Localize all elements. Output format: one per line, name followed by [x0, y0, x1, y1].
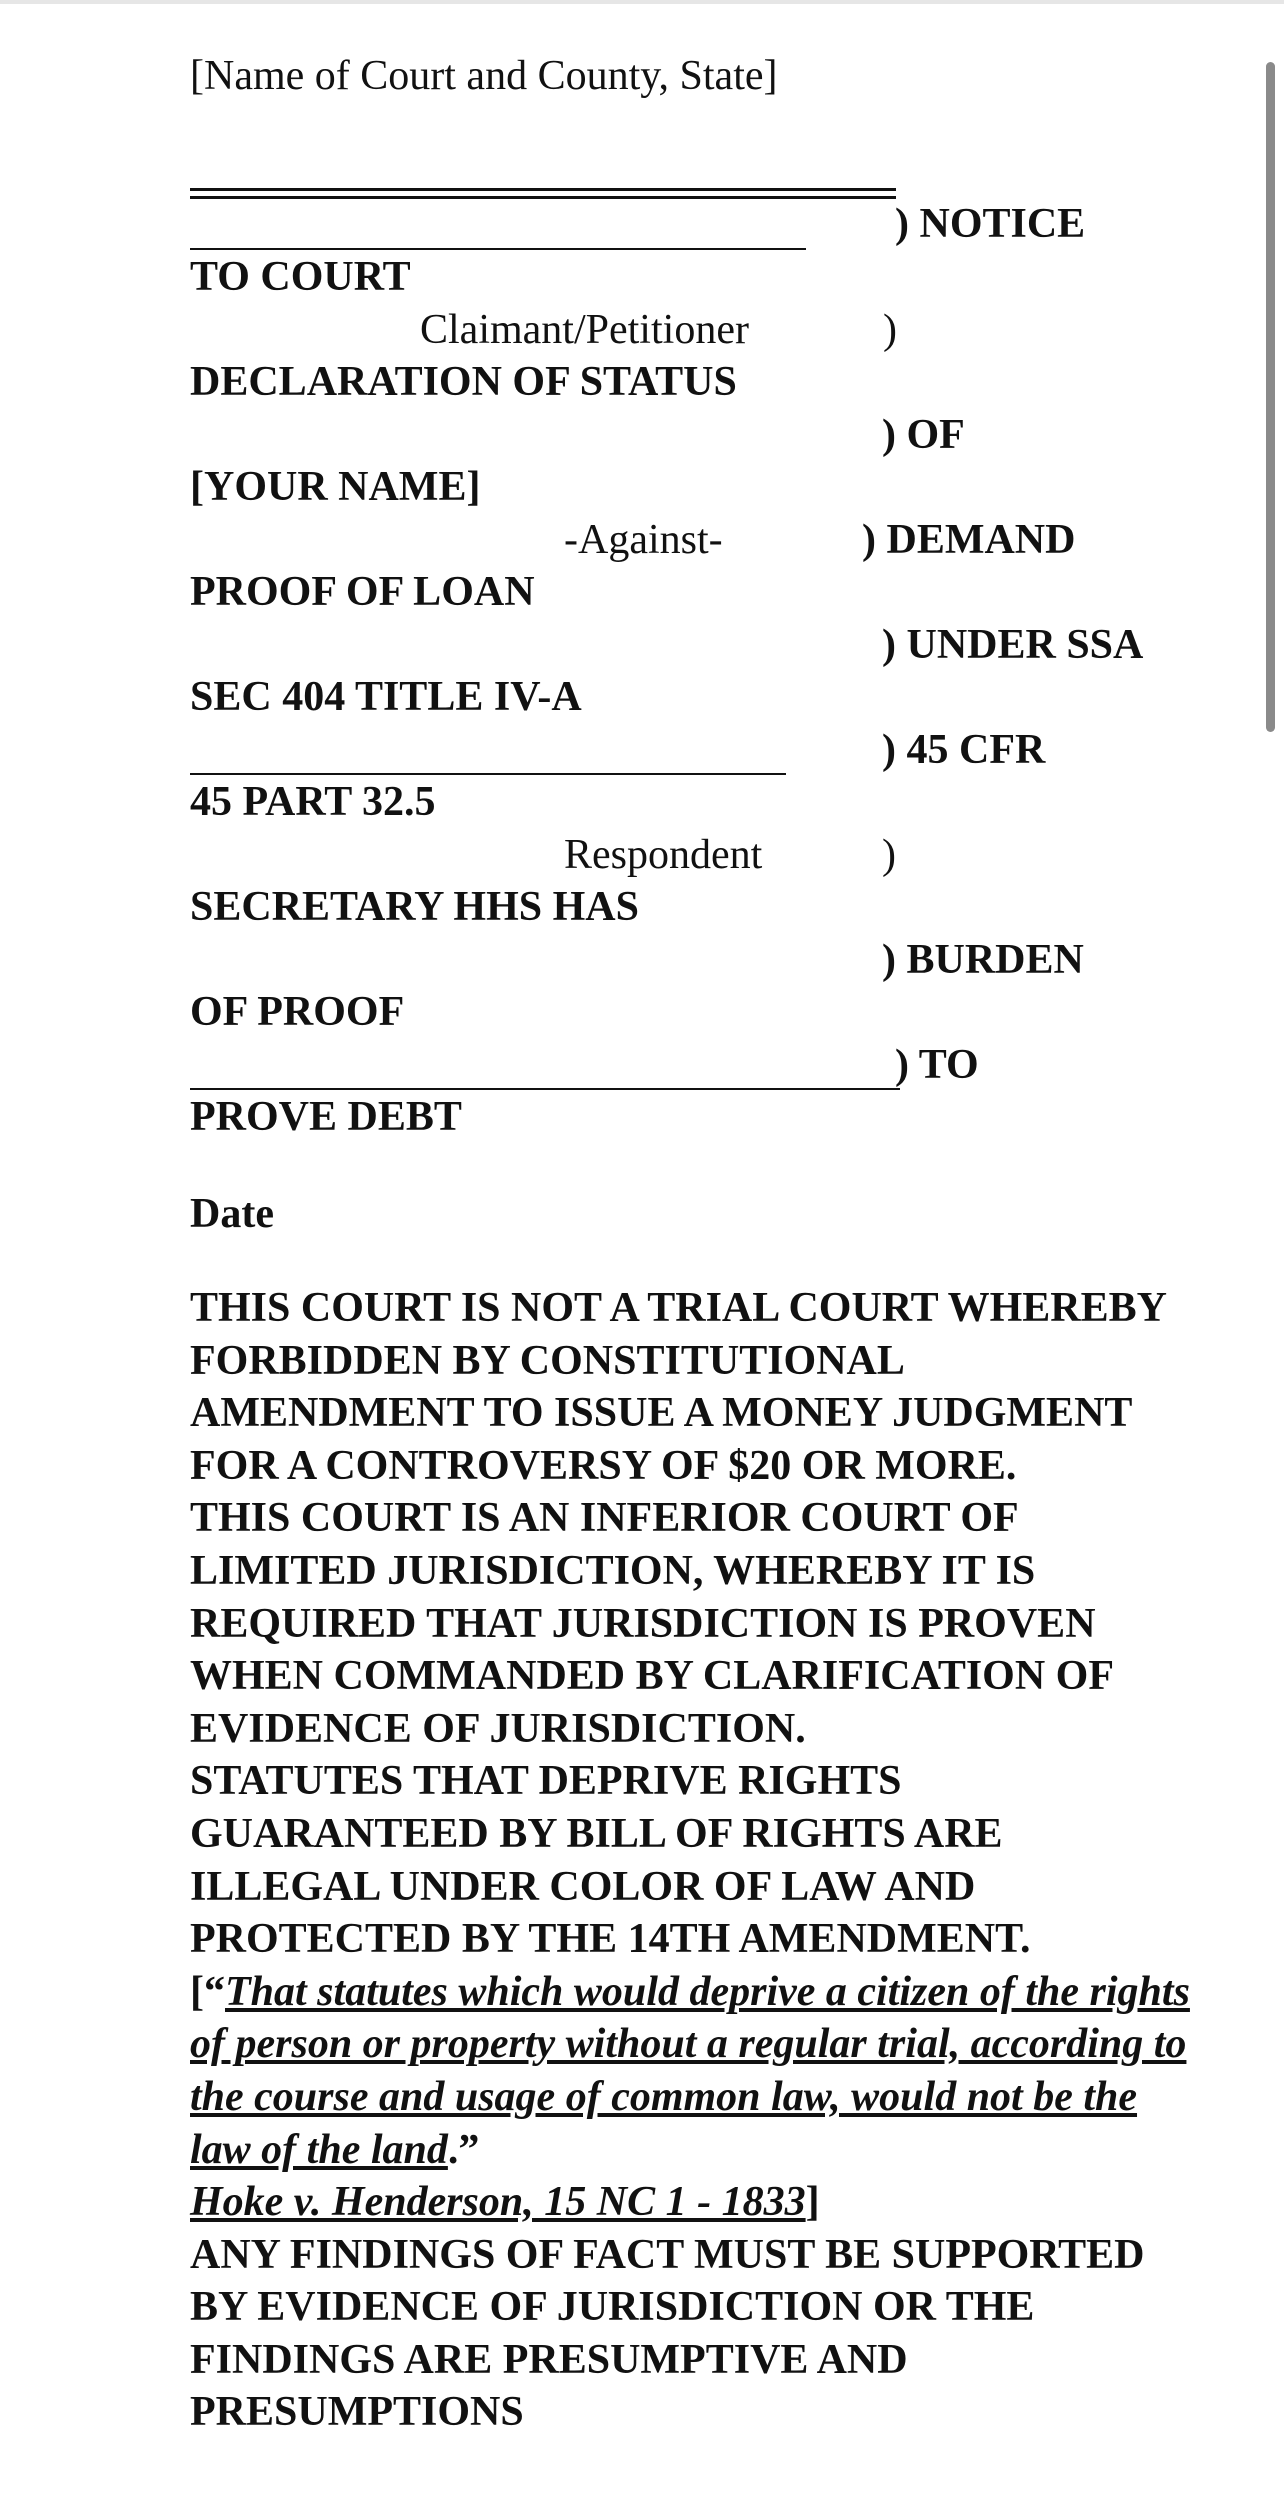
caption-title-line-7: ) UNDER SSA — [882, 622, 1144, 668]
caption-title-line-2: TO COURT — [190, 254, 411, 300]
quote-close: .” — [447, 2126, 480, 2173]
scrollbar-thumb[interactable] — [1266, 62, 1275, 732]
body-paragraph: THIS COURT IS AN INFERIOR COURT OF LIMITED JURISDICTION, WHEREBY IT IS REQUIRED THAT JURISDICTION IS PROVEN WHEN COMMANDED BY CLARIFICATION OF EVIDENCE OF JURISDICTION. — [190, 1495, 1113, 1752]
caption-title-line-9: ) 45 CFR — [882, 727, 1046, 773]
top-border — [0, 0, 1284, 4]
caption-title-line-15: PROVE DEBT — [190, 1094, 462, 1140]
caption-title-line-1: ) NOTICE — [895, 201, 1086, 247]
caption-paren: ) — [882, 832, 896, 878]
caption-title-line-6: PROOF OF LOAN — [190, 569, 535, 615]
claimant-name: [YOUR NAME] — [190, 464, 481, 510]
caption-title-line-8: SEC 404 TITLE IV-A — [190, 674, 582, 720]
quote-open: [“ — [190, 1968, 225, 2015]
body-paragraph: THIS COURT IS NOT A TRIAL COURT WHEREBY FORBIDDEN BY CONSTITUTIONAL AMENDMENT TO ISSUE A MONEY JUDGMENT FOR A CONTROVERSY OF $20 OR MORE. — [190, 1285, 1166, 1489]
claimant-label: Claimant/Petitioner — [420, 307, 749, 353]
claimant-signature-line — [190, 248, 806, 250]
caption-title-line-3: DECLARATION OF STATUS — [190, 359, 737, 405]
caption-title-line-12: ) BURDEN — [882, 937, 1084, 983]
caption-title-line-13: OF PROOF — [190, 989, 405, 1035]
respondent-signature-line — [190, 773, 786, 775]
caption-title-line-10: 45 PART 32.5 — [190, 779, 436, 825]
quote-paragraph — [190, 1966, 1190, 2229]
caption-title-line-11: SECRETARY HHS HAS — [190, 884, 639, 930]
caption-paren: ) — [883, 307, 897, 353]
respondent-label: Respondent — [564, 832, 763, 878]
body-paragraph: ANY FINDINGS OF FACT MUST BE SUPPORTED BY EVIDENCE OF JURISDICTION OR THE FINDINGS ARE PRESUMPTIVE AND PRESUMPTIONS — [190, 2231, 1145, 2436]
caption-title-line-4: ) OF — [882, 412, 965, 458]
date-label: Date — [190, 1191, 274, 1237]
quote-text: That statutes which would deprive a citizen of the rights of person or property without a regular trial, according to the course and usage of common law, would not be the law of the land — [190, 1968, 1190, 2173]
document-body — [190, 1282, 1190, 2439]
caption-title-line-14: ) TO — [895, 1042, 979, 1088]
court-header: [Name of Court and County, State] — [190, 53, 778, 99]
caption-double-rule — [190, 188, 896, 199]
caption-bottom-rule — [190, 1088, 900, 1090]
citation-close: ] — [805, 2179, 820, 2226]
body-paragraph: STATUTES THAT DEPRIVE RIGHTS GUARANTEED BY BILL OF RIGHTS ARE ILLEGAL UNDER COLOR OF LAW AND PROTECTED BY THE 14TH AMENDMENT. — [190, 1758, 1031, 1963]
against-label: -Against- — [564, 517, 723, 563]
case-citation: Hoke v. Henderson, 15 NC 1 - 1833 — [190, 2179, 806, 2226]
caption-title-line-5: ) DEMAND — [862, 517, 1076, 563]
